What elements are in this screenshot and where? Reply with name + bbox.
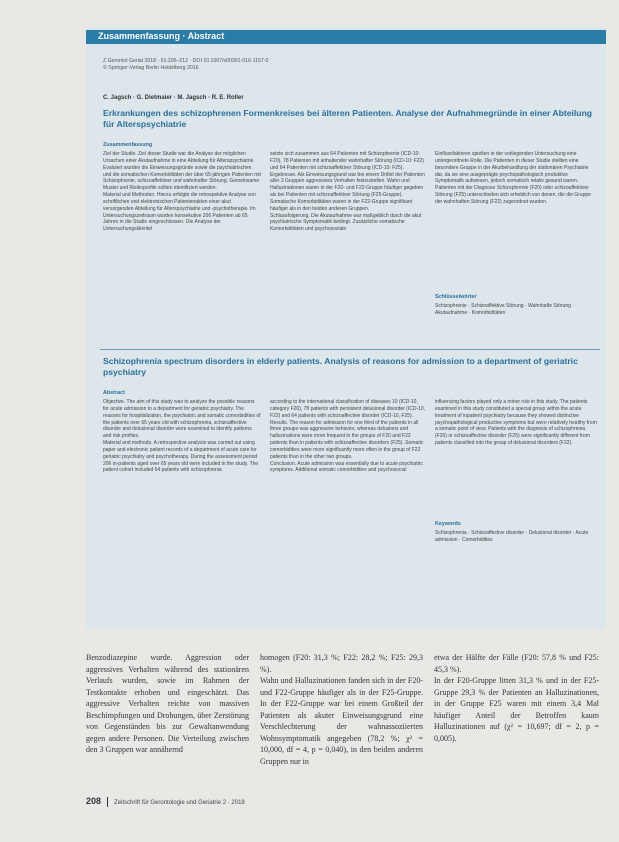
english-abstract-col-3: influencing factors played only a minor role in this study. The patients examined in this study constituted a special group within the acute treatment of inpatient psychiatry because they showed distinctive psychopathological productive symptoms but were relatively healthy from a somatic point of view. Patients with the diagnosis of schizophrenia (F20) or schizoaffective disorder (F25) were significantly different from patients classified into the group of delusional disorders (F22). [435,399,597,447]
german-section-head: Zusammenfassung [103,142,153,148]
body-text-col-1: Benzodiazepine wurde. Aggression oder aggressives Verhalten während des stationären Verlaufs wurden, sowie im Rahmen der Testkontakte erhoben und eingeschätzt. Das aggressive Verhalten reichte von massiven Beschimpfungen und Drohungen, über Zerstörung von Gegenständen bis zur Gewaltanwendung gegen andere Personen. Die Verteilung zwischen den 3 Gruppen war annähernd [86,653,249,754]
page-footer [86,796,245,807]
page-number: 208 [86,796,102,806]
citation-line-1: Z Gerontol Geriat 2018 · 51:205–212 · DOI 10.1007/s00391-016-1157-0 [103,58,269,64]
german-abstract-col-1: Ziel der Studie. Ziel dieser Studie war die Analyse der möglichen Ursachen einer Akutaufnahme in eine Abteilung für Alterspsychiatrie. Evaluiert wurden die Einweisungsgründe sowie die psychiatrischen und die somatischen Komorbiditäten der über 65-jährigen Patienten mit Schizophrenie, schizoaffektiver und wahnhafter Störung. Gemeinsame Muster und Risikoprofile sollten identifiziert werden. Material und Methoden. Hierzu erfolgte die retrospektive Analyse von schriftlichen und elektronischen Patientenakten einer akut versorgenden Abteilung für Alterspsychiatrie und -psychotherapie. Im Untersuchungszeitraum wurden konsekutive 206 Patienten ab 65 Jahren in die Studie eingeschlossen. Die Analyse der Untersuchungsklientel [103,151,261,233]
section-divider [100,349,600,350]
german-title: Erkrankungen des schizophrenen Formenkreises bei älteren Patienten. Analyse der Aufnahmegründe in einer Abteilung für Alterspsychiatrie [103,108,593,129]
abstract-band [86,30,606,44]
author-list: C. Jagsch · G. Dietmaier · M. Jagsch · R. E. Roller [103,95,244,101]
german-abstract-col-2: setzte sich zusammen aus 64 Patienten mit Schizophrenie (ICD-10: F20), 78 Patienten mit anhaltender wahnhafter Störung (ICD-10: F22) und 64 Patienten mit schizoaffektiver Störung (ICD-10: F25). Ergebnisse. Als Einweisungsgrund war bei einem Drittel der Patienten aller 3 Gruppen aggressives Verhalten festzustellen. Wahn und Halluzinationen waren in der F20- und F22-Gruppe häufiger gegeben als bei Patienten mit schizoaffektiver Störung (F25-Gruppe). Somatische Komorbiditäten waren in der F22-Gruppe signifikant häufiger als in den beiden anderen Gruppen. Schlussfolgerung. Die Akutaufnahme war maßgeblich durch die akut psychiatrische Symptomatik bedingt. Zusätzliche somatische Komorbiditäten und psychosoziale [270,151,425,233]
german-keywords-head: Schlüsselwörter [435,294,477,300]
citation-line-2: © Springer-Verlag Berlin Heidelberg 2016 [103,65,199,71]
english-keywords-head: Keywords [435,521,461,527]
english-keywords: Schizophrenia · Schizoaffective disorder · Delusional disorder · Acute admission · Comorbidities [435,530,589,543]
band-label: Zusammenfassung · Abstract [98,31,225,41]
journal-name: Zeitschrift für Gerontologie und Geriatrie 2 · 2018 [114,800,245,806]
footer-separator [107,797,108,807]
body-text-col-3: etwa der Hälfte der Fälle (F20: 57,8 % und F25: 45,3 %). In der F20-Gruppe litten 31,3 % und in der F25-Gruppe 29,3 % der Patienten an Halluzinationen, in der Gruppe F25 waren mit einem 3,4 Mal häufiger Anteil der Betroffen kaum Halluzinationen auf (χ² = 10,697; df = 2, p = 0,005). [434,653,599,743]
english-abstract-col-1: Objective. The aim of this study was to analyze the possible reasons for acute admission to a department for geriatric psychiatry. The reasons for hospitalization, the psychiatric and somatic comorbidities of the patients over 65 years old with schizophrenia, schizoaffective disorder and delusional disorder were examined to identify patterns and risk profiles. Material and methods. A retrospective analysis was carried out using paper and electronic patient records of a department of acute care for geriatric psychiatry and psychotherapy. During the assessment period 206 in-patients aged over 65 years old were included in the study. The patient cohort included 64 patients with schizophrenia [103,399,261,474]
body-text-col-2: homogen (F20: 31,3 %; F22: 28,2 %; F25: 29,3 %). Wahn und Halluzinationen fanden sich in der F20- und F22-Gruppe häufiger als in der F25-Gruppe. In der F22-Gruppe war bei einem Großteil der Patienten als akuter Einweisungsgrund eine Verschlechterung der wahnassoziierten Wohnsymptomatik angegeben (78,2 %; χ² = 10,000, df = 4, p = 0,040), in den beiden anderen Gruppen nur in [260,653,423,766]
german-abstract-col-3: Einflussfaktoren spielten in der vorliegenden Untersuchung eine untergeordnete Rolle. Die Patienten in dieser Studie stellten eine besondere Gruppe in der Akutbehandlung der stationären Psychiatrie dar, da sie eine ausgeprägte psychopathologisch produktive Symptomatik aufwiesen, jedoch somatisch relativ gesund waren. Patienten mit der Diagnose Schizophrenie (F20) oder schizoaffektiver Störung (F25) unterschieden sich erheblich von denen, die die Gruppe der wahnhaften Störung (F22) zugeordnet wurden. [435,151,591,205]
citation [103,58,268,72]
english-abstract-col-2: according to the international classification of diseases 10 (ICD-10, category F20), 78 patients with persistent delusional disorder (ICD-10, F22) and 64 patients with schizoaffective disorder (ICD-10, F25). Results. The reason for admission for one third of the patients in all three groups was aggressive behavior, whereas delusions and hallucinations were more frequent in the groups of F20 and F22 patients than in patients with schizoaffective disorders (F25). Somatic comorbidities were more significantly more often in the group of F22 patients than in the other two groups. Conclusion. Acute admission was essentially due to acute psychiatric symptoms. Additional somatic comorbidities and psychosocial [270,399,426,474]
english-section-head: Abstract [103,390,125,396]
german-keywords: Schizophrenie · Schizoaffektive Störung · Wahnhafte Störung · Akutaufnahme · Komorbiditäten [435,303,574,316]
english-title: Schizophrenia spectrum disorders in elderly patients. Analysis of reasons for admission to a department of geriatric psychiatry [103,356,578,377]
